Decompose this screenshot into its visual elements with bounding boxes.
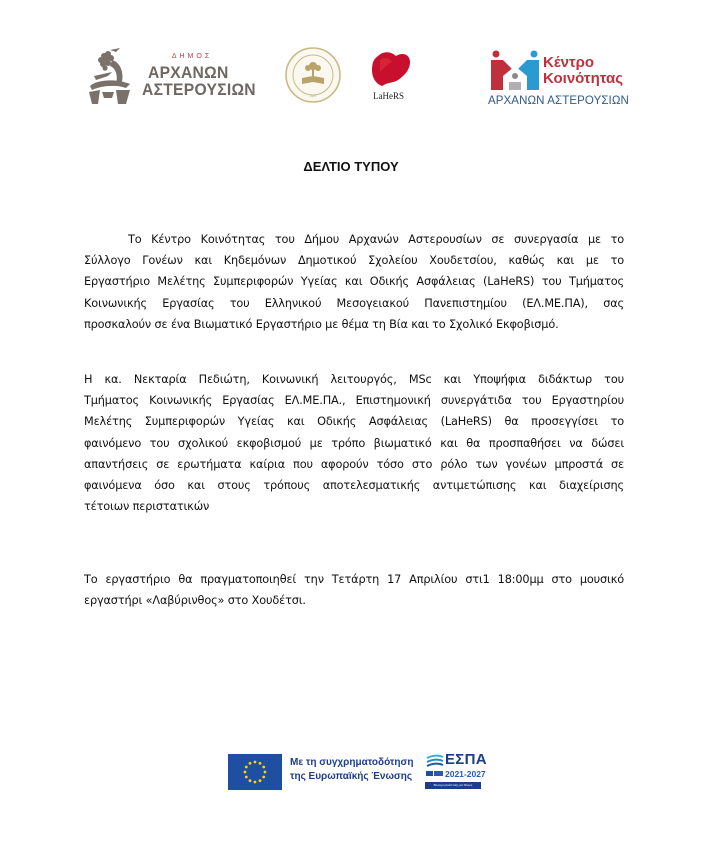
paragraph-line: τέτοιων περιστατικών — [84, 500, 210, 514]
paragraph-line: προσκαλούν σε ένα Βιωματικό Εργαστήριο με θέμα τη Βία και το Σχολικό Εκφοβισμό. — [84, 317, 559, 331]
eu-cofunding-line2: της Ευρωπαϊκής Ένωσης — [290, 771, 413, 782]
municipality-name-line1: ΑΡΧΑΝΩΝ — [148, 63, 229, 82]
paragraph-line: Σύλλογο Γονέων και Κηδεμόνων Δημοτικού Σχολείου Χουδετσίου, καθώς και με το — [84, 254, 624, 268]
espa-name: ΕΣΠΑ — [445, 751, 487, 768]
paragraph-line: Κοινωνικής Εργασίας του Ελληνικού Μεσογειακού Πανεπιστημίου (ΕΛ.ΜΕ.ΠΑ), σας — [84, 296, 624, 310]
paragraph-line: Μελέτης Συμπεριφορών Υγείας και Οδικής Ασφάλειας (LaHeRS) θα προσεγγίσει το — [84, 415, 624, 429]
espa-logo — [425, 752, 487, 792]
lahers-label: LaHeRS — [373, 91, 404, 101]
paragraph-line: απαντήσεις σε ερωτήματα καίρια που αφορούν τόσο στο ρόλο των γονέων μπροστά σε — [84, 457, 624, 471]
eu-cofunding-text — [290, 756, 413, 784]
paragraph-line: φαινόμενο του σχολικού εκφοβισμού με τρόπο βιωματικό και θα προσπαθήσει να δώσει — [84, 436, 624, 450]
espa-years: 2021-2027 — [445, 769, 486, 779]
espa-tagline: Βιώσιμη Ανάπτυξη για Όλους — [425, 782, 481, 789]
paragraph-line: εργαστήρι «Λαβύρινθος» στο Χουδέτσι. — [84, 594, 306, 608]
community-center-subtitle: ΑΡΧΑΝΩΝ ΑΣΤΕΡΟΥΣΙΩΝ — [488, 95, 629, 107]
university-seal-icon — [284, 46, 342, 104]
paragraph-line: Το εργαστήριο θα πραγματοποιηθεί την Τετάρτη 17 Απριλίου στι1 18:00μμ στο μουσικό — [84, 573, 624, 586]
municipality-logo — [86, 46, 256, 104]
espa-waves-icon — [425, 752, 445, 780]
community-center-title-line1: Κέντρο — [543, 54, 595, 71]
svg-text:1970: 1970 — [309, 94, 317, 98]
paragraph-invitation — [84, 229, 624, 335]
document-title: ΔΕΛΤΙΟ ΤΥΠΟΥ — [303, 159, 399, 174]
community-center-logo — [487, 50, 629, 112]
municipality-small-label: ΔΗΜΟΣ — [171, 53, 213, 60]
paragraph-line: Η κα. Νεκταρία Πεδιώτη, Κοινωνική λειτουργός, MSc και Υποψήφια διδάκτωρ του — [84, 373, 624, 386]
paragraph-line: φαινόμενα όσο και στους τρόπους αποτελεσματικής αντιμετώπισης και διαχείρισης — [84, 479, 624, 493]
paragraph-line: Εργαστήριο Μελέτης Συμπεριφορών Υγείας και Οδικής Ασφάλειας (LaHeRS) του Τμήματος — [84, 275, 624, 289]
paragraph-speaker — [84, 369, 624, 517]
paragraph-line: Τμήματος Κοινωνικής Εργασίας ΕΛ.ΜΕ.ΠΑ., Επιστημονική συνεργάτιδα του Εργαστηρίου — [84, 394, 624, 408]
eu-cofunding-line1: Με τη συγχρηματοδότηση — [290, 757, 414, 768]
grape-figure-emblem-icon — [86, 46, 134, 104]
university-seal-logo — [284, 46, 342, 104]
municipality-name-line2: ΑΣΤΕΡΟΥΣΙΩΝ — [142, 80, 256, 99]
paragraph-event-details — [84, 569, 624, 611]
funding-footer — [228, 752, 488, 790]
eu-flag-icon — [228, 754, 282, 790]
lahers-logo — [366, 50, 426, 105]
people-house-icon — [489, 50, 541, 92]
paragraph-line: Το Κέντρο Κοινότητας του Δήμου Αρχανών Αστερουσίων σε συνεργασία με το — [128, 233, 624, 246]
community-center-title-line2: Κοινότητας — [543, 70, 624, 87]
red-heart-blot-icon — [366, 50, 426, 95]
